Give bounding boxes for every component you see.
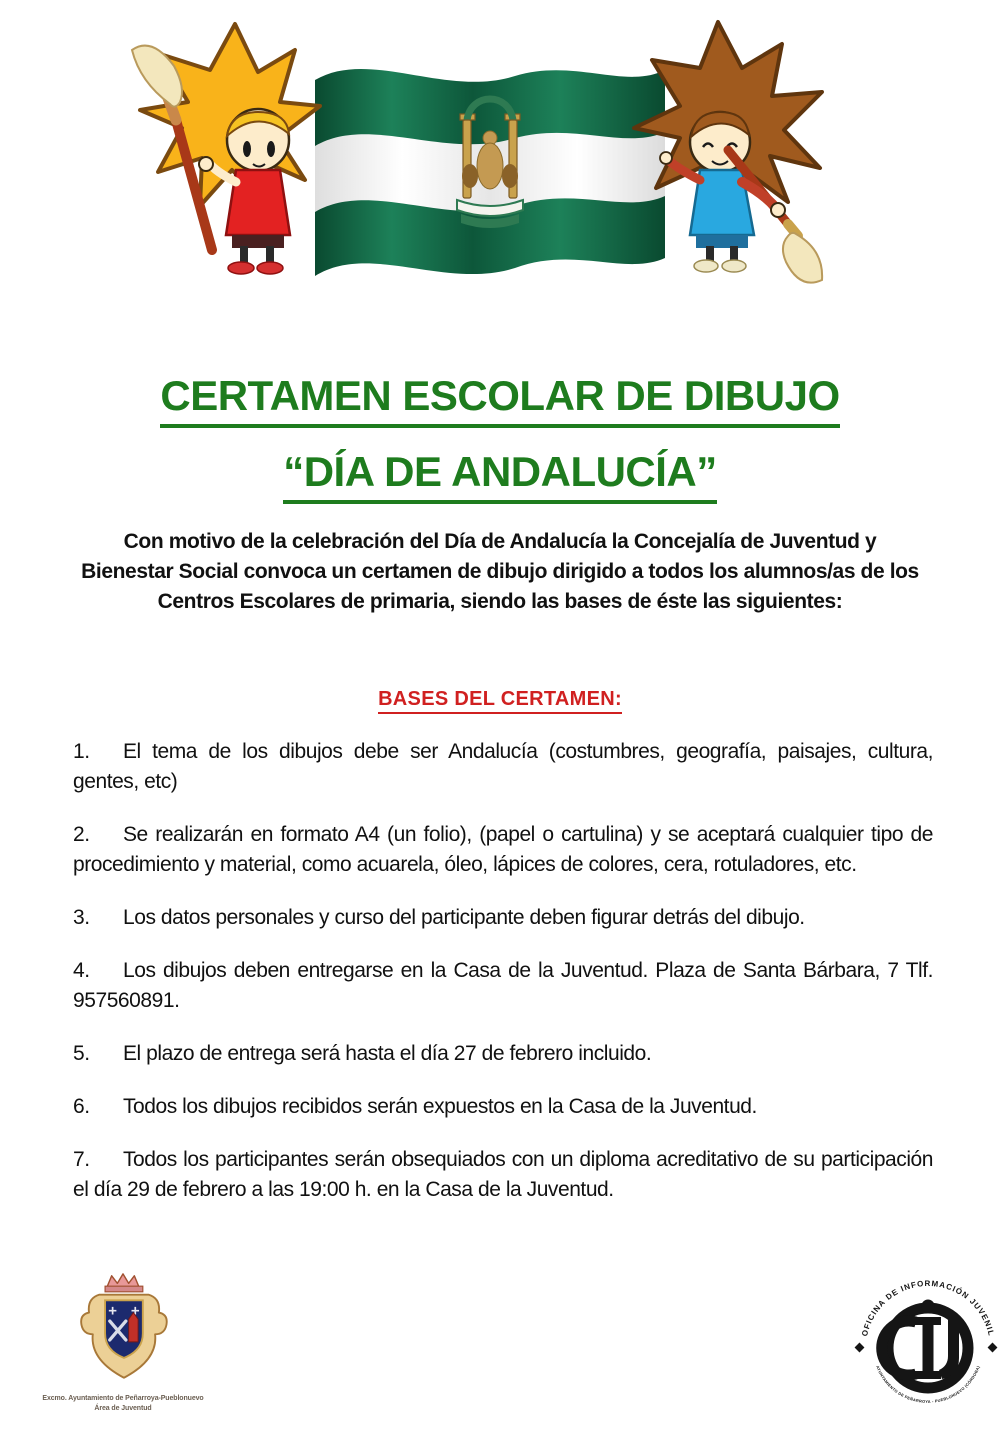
- intro-paragraph: [0, 527, 1000, 617]
- municipal-crest-icon: [71, 1272, 175, 1390]
- item-number: 5.: [73, 1042, 90, 1065]
- municipality-logo-block: [28, 1272, 218, 1414]
- list-item: [73, 1092, 933, 1122]
- girl-with-paintbrush-icon: [132, 24, 320, 274]
- oij-arc-bottom-text: AYUNTAMIENTO DE PEÑARROYA - PUEBLONUEVO (CÓRDOBA): [875, 1364, 981, 1405]
- item-text: El plazo de entrega será hasta el día 27 de febrero incluido.: [123, 1042, 652, 1065]
- oij-arc-top-text: OFICINA DE INFORMACIÓN JUVENIL: [860, 1278, 996, 1338]
- item-number: 3.: [73, 906, 90, 929]
- item-text: Todos los participantes serán obsequiados con un diploma acreditativo de su participación el día 29 de febrero a las 19:00 h. en la Casa de la Juventud.: [73, 1148, 933, 1201]
- intro-line-2: Bienestar Social convoca un certamen de dibujo dirigido a todos los alumnos/as de los: [81, 560, 919, 583]
- item-text: Se realizarán en formato A4 (un folio), (papel o cartulina) y se aceptará cualquier tipo de procedimiento y material, como acuarela, óleo, lápices de colores, cera, rotuladores, etc.: [73, 823, 933, 876]
- bases-list: [73, 737, 933, 1228]
- item-number: 1.: [73, 740, 90, 763]
- bases-heading-text: BASES DEL CERTAMEN:: [378, 688, 622, 714]
- list-item: [73, 737, 933, 797]
- bases-heading: [0, 688, 1000, 711]
- item-text: Los datos personales y curso del participante deben figurar detrás del dibujo.: [123, 906, 805, 929]
- intro-line-3: Centros Escolares de primaria, siendo las bases de éste las siguientes:: [157, 590, 843, 613]
- list-item: [73, 820, 933, 880]
- seal-right-diamond: [988, 1343, 998, 1353]
- subtitle-text: “DÍA DE ANDALUCÍA”: [283, 448, 717, 504]
- oij-logo-icon: [852, 1266, 1000, 1426]
- list-item: [73, 903, 933, 933]
- municipality-caption-line-1: Excmo. Ayuntamiento de Peñarroya-Pueblonuevo: [42, 1395, 204, 1402]
- list-item: [73, 956, 933, 1016]
- list-item: [73, 1145, 933, 1205]
- andalusia-flag-icon: [315, 69, 665, 276]
- item-text: El tema de los dibujos debe ser Andalucía (costumbres, geografía, paisajes, cultura, gentes, etc): [73, 740, 933, 793]
- oij-logo-block: [852, 1266, 1000, 1426]
- intro-line-1: Con motivo de la celebración del Día de Andalucía la Concejalía de Juventud y: [123, 530, 877, 553]
- item-text: Los dibujos deben entregarse en la Casa de la Juventud. Plaza de Santa Bárbara, 7 Tlf. 957560891.: [73, 959, 933, 1012]
- header-illustration: [120, 10, 835, 305]
- item-number: 6.: [73, 1095, 90, 1118]
- municipality-caption: [28, 1394, 218, 1414]
- item-number: 4.: [73, 959, 90, 982]
- item-number: 7.: [73, 1148, 90, 1171]
- subtitle: [0, 448, 1000, 496]
- item-text: Todos los dibujos recibidos serán expuestos en la Casa de la Juventud.: [123, 1095, 757, 1118]
- main-title-text: CERTAMEN ESCOLAR DE DIBUJO: [160, 372, 839, 428]
- municipality-caption-line-2: Área de Juventud: [94, 1405, 152, 1412]
- item-number: 2.: [73, 823, 90, 846]
- seal-left-diamond: [855, 1343, 865, 1353]
- list-item: [73, 1039, 933, 1069]
- main-title: [0, 372, 1000, 420]
